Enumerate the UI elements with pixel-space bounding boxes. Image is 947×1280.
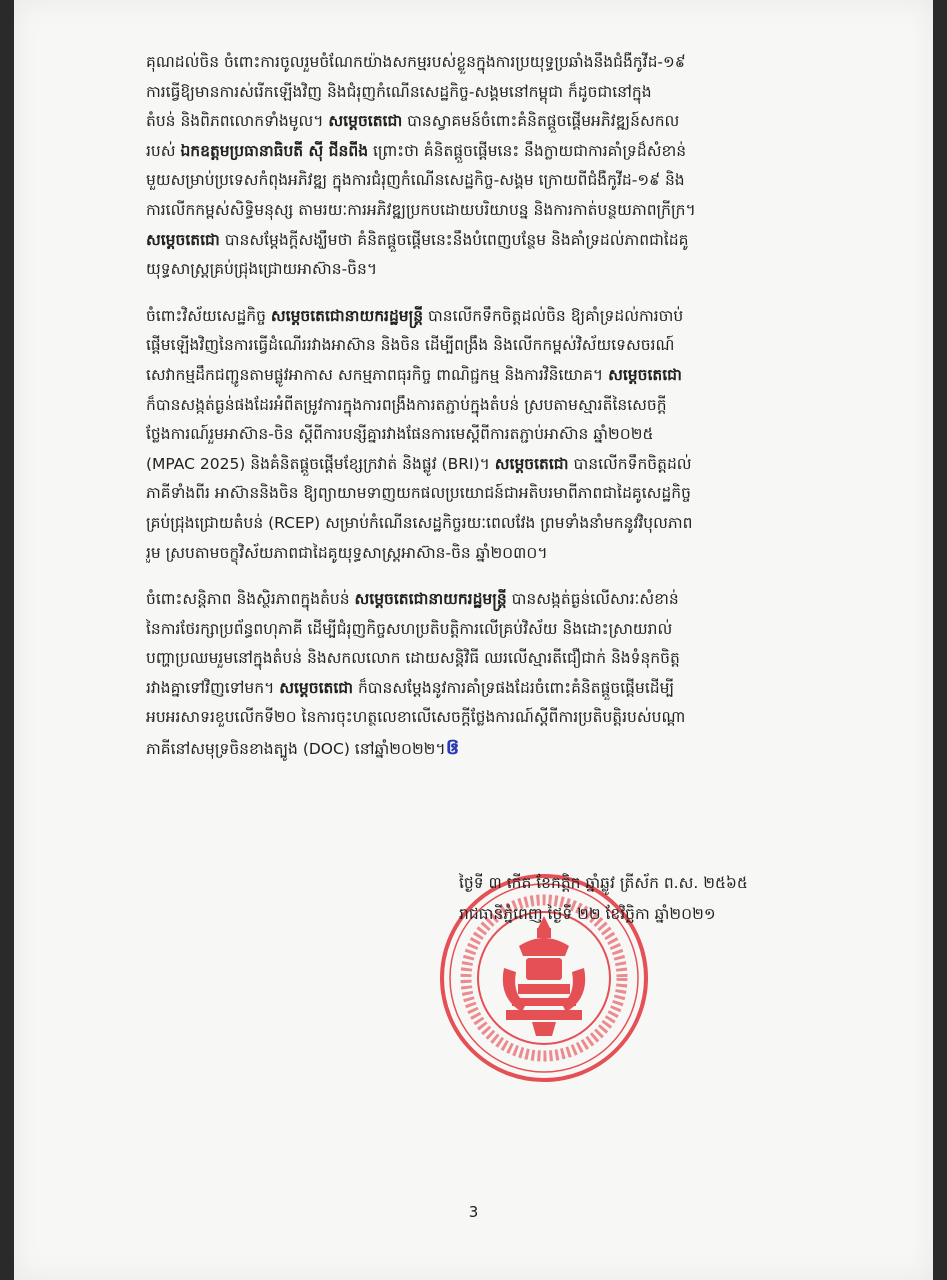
text-line xyxy=(146,479,851,509)
bold-text-segment: សម្តេចតេជោ xyxy=(328,112,403,131)
text-line xyxy=(146,255,851,285)
text-segment: គុណដល់ចិន ចំពោះការចូលរួមចំណែកយ៉ាងសកម្មរបស់ខ្លួនក្នុងការប្រយុទ្ធប្រឆាំងនឹងជំងឺកូវីដ-១៩ xyxy=(146,53,686,71)
text-line xyxy=(146,302,851,332)
text-segment: បញ្ហាប្រឈមរួមនៅក្នុងតំបន់ និងសកលលោក ដោយសន្តិវិធី ឈរលើស្មារតីជឿជាក់ និងទំនុកចិត្ត xyxy=(146,649,680,668)
bold-text-segment: សម្តេចតេជោ xyxy=(494,454,569,473)
text-segment: យុទ្ធសាស្ត្រគ្រប់ជ្រុងជ្រោយអាស៊ាន-ចិន។ xyxy=(146,260,378,279)
paragraph xyxy=(146,48,851,285)
text-line xyxy=(146,733,851,765)
text-line xyxy=(146,196,851,226)
text-line xyxy=(146,615,851,645)
text-segment: នៃការថែរក្សាប្រព័ន្ធពហុភាគី ដើម្បីជំរុញកិច្ចសហប្រតិបត្តិការលើគ្រប់វិស័យ និងដោះស្រាយរាល់ xyxy=(146,619,673,638)
text-segment: របស់ xyxy=(146,141,181,160)
text-line xyxy=(146,226,851,256)
text-line xyxy=(146,48,851,78)
text-line xyxy=(146,331,851,361)
body-text xyxy=(146,48,851,782)
text-segment: ភាគីនៅសមុទ្រចិនខាងត្បូង (DOC) នៅឆ្នាំ២០២២។ xyxy=(146,740,446,759)
paragraph xyxy=(146,585,851,765)
text-segment: ក៏បានសម្តែងនូវការគាំទ្រផងដែរចំពោះគំនិតផ្តួចផ្តើមដើម្បី xyxy=(353,678,675,697)
text-line xyxy=(146,703,851,733)
text-segment: បានលើកទឹកចិត្តដល់ចិន ឱ្យគាំទ្រដល់ការចាប់ xyxy=(423,306,684,325)
bold-text-segment: សម្តេចតេជោនាយករដ្ឋមន្ត្រី xyxy=(270,306,424,325)
text-segment: រវាងគ្នាទៅវិញទៅមក។ xyxy=(146,678,280,697)
text-segment: ការលើកកម្ពស់សិទ្ធិមនុស្ស តាមរយៈការអភិវឌ្ឍប្រកបដោយបរិយាបន្ន និងការកាត់បន្ថយភាពក្រីក្រ។ xyxy=(146,200,696,219)
text-segment: បានសម្តែងក្តីសង្ឃឹមថា គំនិតផ្តួចផ្តើមនេះនឹងបំពេញបន្ថែម និងគាំទ្រដល់ភាពជាដៃគូ xyxy=(219,230,689,249)
text-line xyxy=(146,539,851,569)
text-segment: អបអរសាទរខួបលើកទី២០ នៃការចុះហត្ថលេខាលើសេចក្តីថ្លែងការណ៍ស្តីពីការប្រតិបត្តិរបស់បណ្តា xyxy=(146,708,686,727)
bold-text-segment: សម្តេចតេជោ xyxy=(279,678,354,697)
text-segment: មួយសម្រាប់ប្រទេសកំពុងអភិវឌ្ឍ ក្នុងការជំរុញកំណើនសេដ្ឋកិច្ច-សង្គម ក្រោយពីជំងឺកូវីដ-១៩ និង xyxy=(146,171,685,190)
text-segment: ចំពោះវិស័យសេដ្ឋកិច្ច xyxy=(146,306,271,325)
text-segment: បានសង្កត់ធ្ងន់លើសារៈសំខាន់ xyxy=(506,590,679,609)
text-segment: (MPAC 2025) និងគំនិតផ្តួចផ្តើមខ្សែក្រវាត់ និងផ្លូវ (BRI)។ xyxy=(146,454,495,473)
text-line xyxy=(146,644,851,674)
text-segment: ការធ្វើឱ្យមានការស់រើកឡើងវិញ និងជំរុញកំណើនសេដ្ឋកិច្ច-សង្គមនៅកម្ពុជា ក៏ដូចជានៅក្នុង xyxy=(146,82,652,101)
text-line xyxy=(146,361,851,391)
text-segment: បានស្វាគមន៍ចំពោះគំនិតផ្តួចផ្តើមអភិវឌ្ឍន៍សកល xyxy=(402,112,680,131)
text-line xyxy=(146,674,851,704)
paragraph xyxy=(146,302,851,568)
text-line xyxy=(146,585,851,615)
bold-text-segment: សម្តេចតេជោ xyxy=(608,365,682,384)
document-page xyxy=(14,0,933,1280)
text-line xyxy=(146,78,851,108)
date-line-lunar: ថ្ងៃទី ៣ កើត ខែកត្តិក ឆ្នាំឆ្លូវ ត្រីស័ក ព.ស. ២៥៦៥ xyxy=(459,874,748,892)
text-line xyxy=(146,107,851,137)
page-number: 3 xyxy=(468,1203,479,1221)
text-line xyxy=(146,420,851,450)
date-line-gregorian: រាជធានីភ្នំពេញ ថ្ងៃទី ២២ ខែវិច្ឆិកា ឆ្នាំ២០២១ xyxy=(459,905,716,923)
text-line xyxy=(146,166,851,196)
text-segment: ថ្លែងការណ៍រួមអាស៊ាន-ចិន ស្តីពីការបន្សីគ្នារវាងផែនការមេស្តីពីការតភ្ជាប់អាស៊ាន ឆ្នាំ២០២៥ xyxy=(146,425,654,444)
bold-text-segment: សម្តេចតេជោនាយករដ្ឋមន្ត្រី xyxy=(354,590,507,609)
text-segment: គ្រប់ជ្រុងជ្រោយតំបន់ (RCEP) សម្រាប់កំណើនសេដ្ឋកិច្ចរយៈពេលវែង ព្រមទាំងនាំមកនូវវិបុលភាព xyxy=(146,513,693,532)
text-segment: ក៏បានសង្កត់ធ្ងន់ផងដែរអំពីតម្រូវការក្នុងការពង្រឹងការតភ្ជាប់ក្នុងតំបន់ ស្របតាមស្មារតីនៃសេចក្តី xyxy=(146,395,667,414)
text-segment: ភាគីទាំងពីរ អាស៊ាននិងចិន ឱ្យព្យាយាមទាញយកផលប្រយោជន៍ជាអតិបរមាពីភាពជាដៃគូសេដ្ឋកិច្ច xyxy=(146,484,691,503)
handwritten-initial-mark: ឲ xyxy=(445,735,460,761)
text-segment: ចំពោះសន្តិភាព និងស្ថិរភាពក្នុងតំបន់ xyxy=(146,590,355,609)
text-line xyxy=(146,137,851,167)
text-segment: តំបន់ និងពិភពលោកទាំងមូល។ xyxy=(146,112,329,131)
text-line xyxy=(146,509,851,539)
text-segment: ផ្តើមឡើងវិញនៃការធ្វើដំណើររវាងអាស៊ាន និងចិន ដើម្បីពង្រឹង និងលើកកម្ពស់វិស័យទេសចរណ៍ xyxy=(146,336,675,355)
text-line xyxy=(146,391,851,421)
date-block xyxy=(459,868,879,930)
bold-text-segment: សម្តេចតេជោ xyxy=(146,230,220,249)
bold-text-segment: ឯកឧត្តមប្រធានាធិបតី ស៊ី ជីនពីង xyxy=(180,141,369,160)
text-segment: បានលើកទឹកចិត្តដល់ xyxy=(568,454,692,473)
text-line xyxy=(146,450,851,480)
text-segment: ព្រោះថា គំនិតផ្តួចផ្តើមនេះ នឹងក្លាយជាការគាំទ្រដ៏សំខាន់ xyxy=(368,141,687,160)
text-segment: រួម ស្របតាមចក្ខុវិស័យភាពជាដៃគូយុទ្ធសាស្ត្រអាស៊ាន-ចិន ឆ្នាំ២០៣០។ xyxy=(146,543,548,562)
text-segment: សេវាកម្មដឹកជញ្ជូនតាមផ្លូវអាកាស សកម្មភាពធុរកិច្ច ពាណិជ្ជកម្ម និងការវិនិយោគ។ xyxy=(146,365,609,384)
